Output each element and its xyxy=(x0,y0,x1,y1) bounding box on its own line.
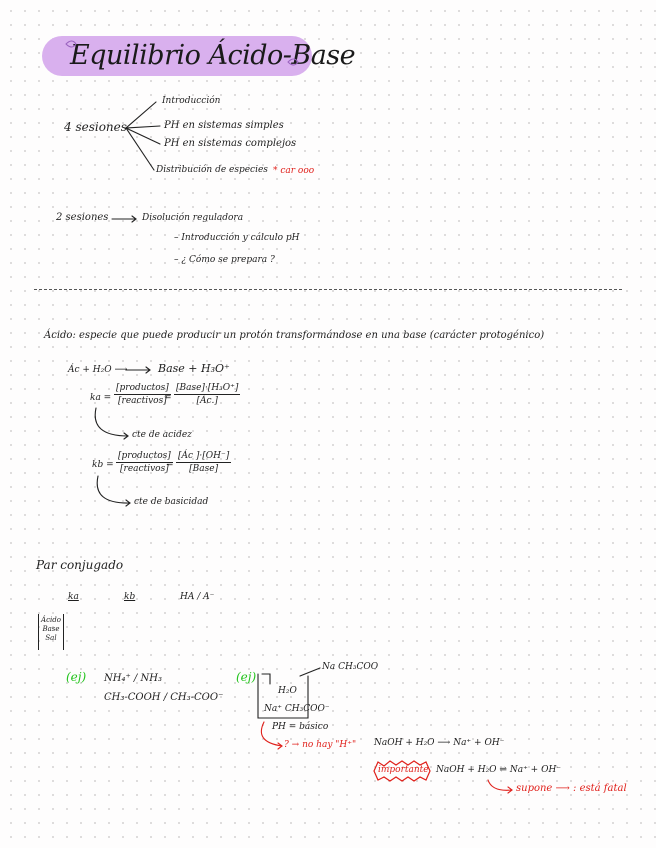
ka-hook xyxy=(95,408,128,436)
example1-line1: NH₄⁺ / NH₃ xyxy=(104,673,162,684)
kb-label: kb = xyxy=(92,460,114,470)
sessions2-topic: Disolución reguladora xyxy=(142,213,244,223)
sessions2-item-intro: – Introducción y cálculo pH xyxy=(174,233,300,243)
reaction1: NaOH + H₂O ⟶ Na⁺ + OH⁻ xyxy=(374,738,505,748)
session-item-ph-simple: PH en sistemas simples xyxy=(164,120,284,131)
kb-hook xyxy=(97,476,130,503)
sessions2-label: 2 sesiones xyxy=(56,212,109,223)
conclusion-hook xyxy=(488,780,512,790)
ka-rhs-numerator: [Base]·[H₃O⁺] xyxy=(176,383,239,393)
title-flourish-left xyxy=(66,41,76,47)
reaction-left: Ác + H₂O ⟶ xyxy=(68,365,128,375)
kb-equals: = xyxy=(166,460,174,470)
ph-note: PH = básico xyxy=(272,722,329,732)
session-item-ph-complex: PH en sistemas complejos xyxy=(164,138,297,149)
box-line-acid: Ácido xyxy=(41,616,61,624)
par-col-kb: kb xyxy=(124,592,136,602)
box-line-salt: Sal xyxy=(45,634,57,642)
box-line-base: Base xyxy=(42,625,60,633)
ka-equals: = xyxy=(164,393,172,403)
example1-line2: CH₃-COOH / CH₃-COO⁻ xyxy=(104,692,224,703)
beaker-body xyxy=(258,674,308,718)
question-hook xyxy=(261,722,282,746)
reaction2: NaOH + H₂O ⇌ Na⁺ + OH⁻ xyxy=(436,765,562,775)
ka-numerator: [productos] xyxy=(116,383,169,393)
kb-note: cte de basicidad xyxy=(134,497,209,507)
acid-definition: Ácido: especie que puede producir un protón transformándose en una base (carácter protogénico) xyxy=(44,330,545,341)
ka-note: cte de acidez xyxy=(132,430,192,440)
example2-label: (ej) xyxy=(236,670,257,684)
beaker-lip xyxy=(262,674,270,684)
reaction-right: Base + H₃O⁺ xyxy=(158,362,230,375)
title-flourish-right xyxy=(288,59,298,65)
question-note: ? → no hay "H⁺" xyxy=(284,740,357,750)
important-label: importante xyxy=(378,765,429,775)
beaker-h2o: H₂O xyxy=(278,686,297,696)
par-col-ka: ka xyxy=(68,592,79,602)
session-item-species: Distribución de especies xyxy=(156,165,268,175)
page-title: Equilibrio Ácido-Base xyxy=(70,40,356,71)
session-item-intro: Introducción xyxy=(162,96,221,106)
sessions-label: 4 sesiones xyxy=(64,120,127,134)
ka-rhs-denominator: [Ác.] xyxy=(196,396,218,406)
kb-denominator: [reactivos] xyxy=(120,464,169,474)
kb-numerator: [productos] xyxy=(118,451,171,461)
beaker-pointer xyxy=(300,668,320,676)
conclusion: supone ⟶ : está fatal xyxy=(516,783,627,794)
par-heading: Par conjugado xyxy=(36,558,124,572)
ka-denominator: [reactivos] xyxy=(118,396,167,406)
kb-rhs-denominator: [Base] xyxy=(189,464,219,474)
session-note: * car ooo xyxy=(273,166,315,176)
beaker-label: Na CH₃COO xyxy=(322,662,379,672)
brace-line-simple xyxy=(126,126,160,128)
kb-rhs-numerator: [Ác ]·[OH⁻] xyxy=(178,451,230,461)
brace-line-intro xyxy=(126,102,156,128)
sessions2-item-prep: – ¿ Cómo se prepara ? xyxy=(174,255,275,265)
par-col-ha: HA / A⁻ xyxy=(180,592,215,602)
example1-label: (ej) xyxy=(66,670,87,684)
ka-label: ka = xyxy=(90,393,112,403)
beaker-ions: Na⁺ CH₃COO⁻ xyxy=(264,704,330,714)
